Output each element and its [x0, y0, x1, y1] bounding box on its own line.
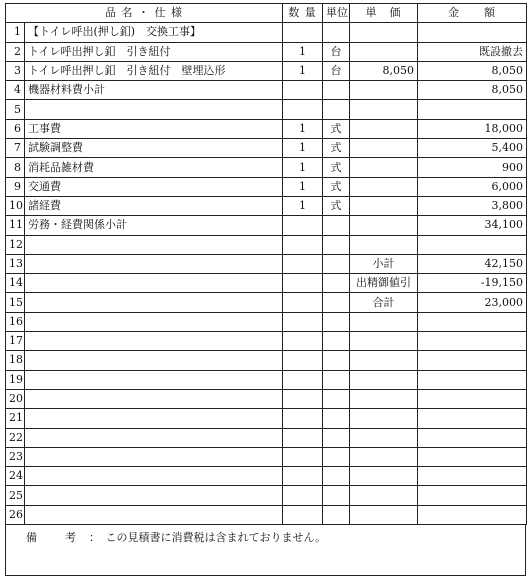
table-row: [6, 177, 527, 196]
item-name: [25, 467, 283, 486]
row-number: 8: [6, 158, 25, 177]
table-row: [6, 505, 527, 524]
table-row: [6, 447, 527, 466]
item-price: 8,050: [350, 61, 418, 80]
table-row: [6, 293, 527, 312]
table-row: [6, 235, 527, 254]
table-row: [6, 370, 527, 389]
item-amount: [418, 447, 527, 466]
row-number: 7: [6, 139, 25, 158]
row-number: 23: [6, 447, 25, 466]
item-price: [350, 42, 418, 61]
item-unit: 式: [323, 158, 350, 177]
row-number: 22: [6, 428, 25, 447]
item-price: [350, 100, 418, 119]
item-qty: [283, 467, 323, 486]
remarks-text: ： この見積書に消費税は含まれておりません。: [89, 531, 327, 545]
estimate-table: [5, 3, 527, 525]
item-unit: [323, 505, 350, 524]
item-name: 試験調整費: [25, 139, 283, 158]
item-unit: 式: [323, 177, 350, 196]
item-price: [350, 332, 418, 351]
item-unit: [323, 447, 350, 466]
item-qty: 1: [283, 42, 323, 61]
table-row: [6, 486, 527, 505]
item-amount: [418, 467, 527, 486]
item-price: [350, 486, 418, 505]
item-amount: 5,400: [418, 139, 527, 158]
item-amount: 既設撤去: [418, 42, 527, 61]
item-unit: [323, 100, 350, 119]
item-unit: 台: [323, 42, 350, 61]
item-amount: 34,100: [418, 216, 527, 235]
row-number: 1: [6, 23, 25, 42]
item-price: [350, 216, 418, 235]
row-number: 20: [6, 389, 25, 408]
remarks-box: [5, 525, 526, 576]
item-qty: [283, 23, 323, 42]
item-unit: 式: [323, 119, 350, 138]
table-row: [6, 100, 527, 119]
table-row: [6, 119, 527, 138]
row-number: 19: [6, 370, 25, 389]
item-unit: [323, 486, 350, 505]
table-row: [6, 389, 527, 408]
item-name: 【トイレ呼出(押し釦) 交換工事】: [25, 23, 283, 42]
table-row: [6, 81, 527, 100]
item-price: [350, 23, 418, 42]
item-price: [350, 312, 418, 331]
item-unit: [323, 254, 350, 273]
item-amount: 8,050: [418, 81, 527, 100]
item-name: [25, 389, 283, 408]
table-row: [6, 428, 527, 447]
item-amount: 6,000: [418, 177, 527, 196]
item-name: 労務・経費関係小計: [25, 216, 283, 235]
item-price: [350, 467, 418, 486]
item-price: [350, 351, 418, 370]
row-number: 9: [6, 177, 25, 196]
row-number: 12: [6, 235, 25, 254]
item-name: [25, 505, 283, 524]
row-number: 13: [6, 254, 25, 273]
table-row: [6, 351, 527, 370]
item-amount: [418, 312, 527, 331]
item-unit: [323, 332, 350, 351]
item-qty: [283, 216, 323, 235]
item-qty: [283, 332, 323, 351]
item-price: 合計: [350, 293, 418, 312]
row-number: 17: [6, 332, 25, 351]
item-name: 消耗品雑材費: [25, 158, 283, 177]
item-qty: 1: [283, 61, 323, 80]
header-name: 品 名 ・ 仕 様: [6, 4, 283, 23]
item-name: [25, 332, 283, 351]
item-qty: [283, 409, 323, 428]
item-price: [350, 428, 418, 447]
row-number: 4: [6, 81, 25, 100]
item-qty: [283, 274, 323, 293]
item-unit: [323, 274, 350, 293]
item-amount: [418, 332, 527, 351]
estimate-sheet: [5, 3, 526, 576]
item-name: 工事費: [25, 119, 283, 138]
item-name: [25, 370, 283, 389]
item-amount: [418, 100, 527, 119]
item-qty: [283, 81, 323, 100]
table-row: [6, 274, 527, 293]
table-row: [6, 139, 527, 158]
item-name: トイレ呼出押し釦 引き紐付: [25, 42, 283, 61]
item-unit: [323, 351, 350, 370]
item-amount: [418, 486, 527, 505]
item-price: 出精御値引: [350, 274, 418, 293]
item-name: [25, 409, 283, 428]
item-name: [25, 293, 283, 312]
item-unit: [323, 293, 350, 312]
item-price: [350, 139, 418, 158]
item-qty: 1: [283, 158, 323, 177]
item-amount: [418, 409, 527, 428]
item-qty: 1: [283, 177, 323, 196]
item-unit: 式: [323, 139, 350, 158]
item-amount: [418, 351, 527, 370]
table-row: [6, 409, 527, 428]
item-unit: [323, 467, 350, 486]
item-unit: [323, 409, 350, 428]
item-qty: 1: [283, 139, 323, 158]
row-number: 26: [6, 505, 25, 524]
item-qty: [283, 428, 323, 447]
item-qty: [283, 389, 323, 408]
row-number: 14: [6, 274, 25, 293]
item-price: [350, 370, 418, 389]
item-price: [350, 177, 418, 196]
item-amount: -19,150: [418, 274, 527, 293]
item-qty: [283, 312, 323, 331]
row-number: 24: [6, 467, 25, 486]
item-qty: [283, 235, 323, 254]
header-amount: 金 額: [418, 4, 527, 23]
item-name: [25, 254, 283, 273]
item-amount: 900: [418, 158, 527, 177]
row-number: 15: [6, 293, 25, 312]
item-unit: [323, 235, 350, 254]
header-price: 単 価: [350, 4, 418, 23]
item-unit: [323, 428, 350, 447]
item-unit: [323, 216, 350, 235]
item-amount: 18,000: [418, 119, 527, 138]
item-name: [25, 100, 283, 119]
item-amount: [418, 23, 527, 42]
item-amount: [418, 370, 527, 389]
item-price: [350, 81, 418, 100]
table-row: [6, 42, 527, 61]
row-number: 10: [6, 196, 25, 215]
item-name: [25, 447, 283, 466]
item-price: [350, 409, 418, 428]
item-amount: [418, 389, 527, 408]
item-unit: [323, 81, 350, 100]
header-row: [6, 4, 527, 23]
item-price: [350, 158, 418, 177]
item-unit: 式: [323, 196, 350, 215]
row-number: 2: [6, 42, 25, 61]
item-amount: 42,150: [418, 254, 527, 273]
row-number: 3: [6, 61, 25, 80]
item-name: [25, 428, 283, 447]
item-amount: 8,050: [418, 61, 527, 80]
row-number: 5: [6, 100, 25, 119]
item-name: [25, 351, 283, 370]
item-name: [25, 486, 283, 505]
table-row: [6, 196, 527, 215]
item-price: [350, 389, 418, 408]
item-unit: [323, 370, 350, 389]
item-name: 諸経費: [25, 196, 283, 215]
item-price: [350, 505, 418, 524]
item-amount: [418, 428, 527, 447]
item-unit: [323, 23, 350, 42]
item-unit: 台: [323, 61, 350, 80]
remarks-label: 備 考: [26, 531, 78, 545]
header-qty: 数 量: [283, 4, 323, 23]
item-name: 交通費: [25, 177, 283, 196]
table-row: [6, 467, 527, 486]
item-qty: [283, 254, 323, 273]
item-price: [350, 119, 418, 138]
row-number: 25: [6, 486, 25, 505]
estimate-rows: [6, 23, 527, 525]
item-qty: [283, 100, 323, 119]
item-price: 小計: [350, 254, 418, 273]
item-qty: [283, 370, 323, 389]
row-number: 11: [6, 216, 25, 235]
item-amount: [418, 505, 527, 524]
table-row: [6, 312, 527, 331]
item-name: [25, 235, 283, 254]
item-unit: [323, 389, 350, 408]
item-name: トイレ呼出押し釦 引き紐付 壁埋込形: [25, 61, 283, 80]
item-qty: [283, 447, 323, 466]
table-row: [6, 61, 527, 80]
row-number: 21: [6, 409, 25, 428]
item-price: [350, 235, 418, 254]
item-qty: [283, 505, 323, 524]
table-row: [6, 23, 527, 42]
item-unit: [323, 312, 350, 331]
table-row: [6, 158, 527, 177]
table-row: [6, 254, 527, 273]
item-amount: 3,800: [418, 196, 527, 215]
item-price: [350, 196, 418, 215]
item-qty: [283, 486, 323, 505]
row-number: 16: [6, 312, 25, 331]
item-name: [25, 274, 283, 293]
table-row: [6, 332, 527, 351]
table-row: [6, 216, 527, 235]
row-number: 18: [6, 351, 25, 370]
item-name: [25, 312, 283, 331]
item-qty: 1: [283, 119, 323, 138]
item-amount: [418, 235, 527, 254]
item-qty: [283, 351, 323, 370]
item-qty: [283, 293, 323, 312]
row-number: 6: [6, 119, 25, 138]
item-name: 機器材料費小計: [25, 81, 283, 100]
item-qty: 1: [283, 196, 323, 215]
item-price: [350, 447, 418, 466]
header-unit: 単位: [323, 4, 350, 23]
item-amount: 23,000: [418, 293, 527, 312]
